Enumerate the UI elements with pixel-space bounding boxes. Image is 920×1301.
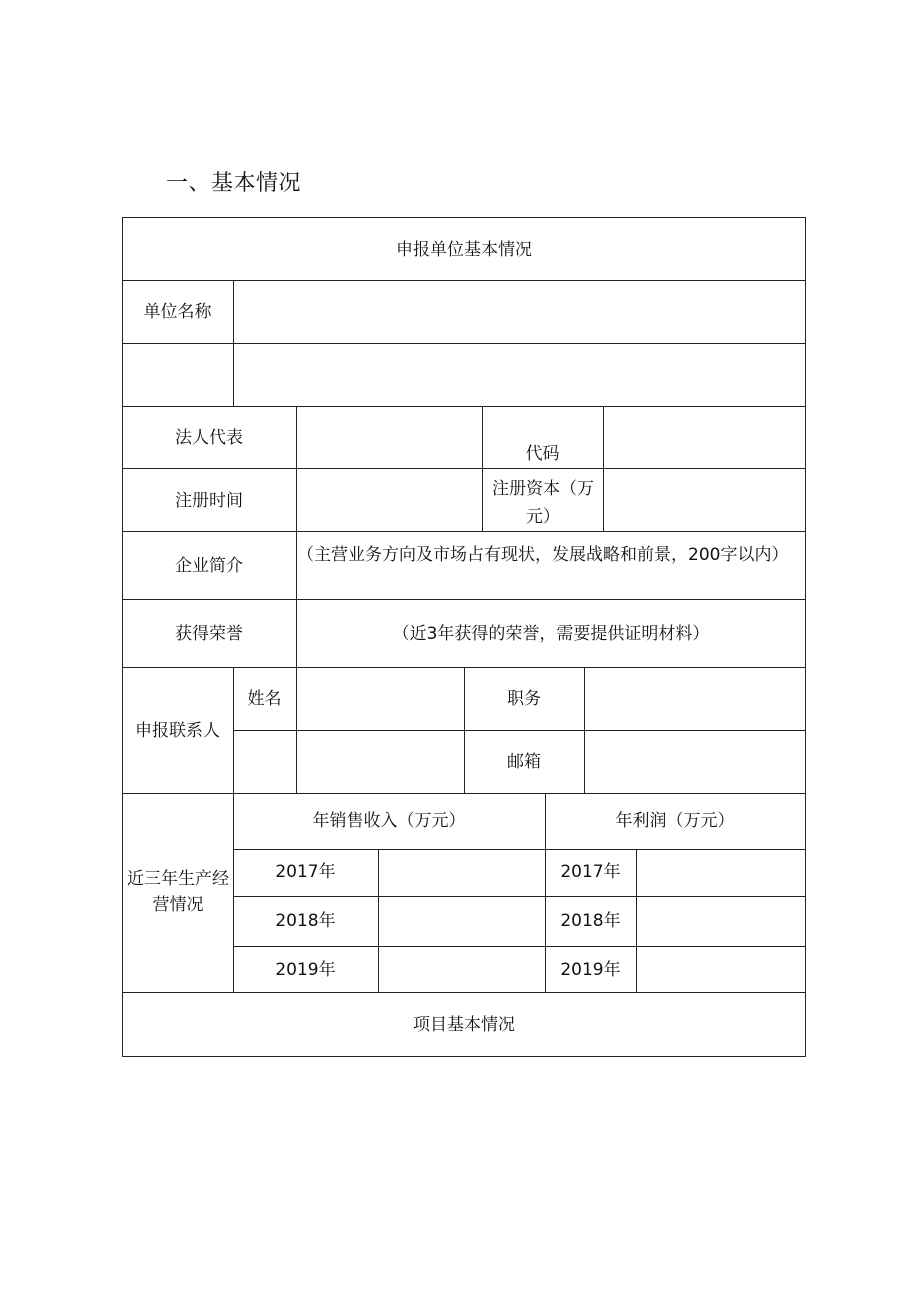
profit-header: 年利润（万元） — [615, 811, 735, 831]
sales-2017-field[interactable] — [379, 850, 545, 896]
reg-time-field[interactable] — [297, 469, 482, 531]
profit-2019-field[interactable] — [637, 947, 805, 992]
email-label: 邮箱 — [507, 752, 541, 772]
profit-2018-field[interactable] — [637, 897, 805, 946]
legal-rep-label: 法人代表 — [175, 428, 243, 448]
intro-field[interactable]: （主营业务方向及市场占有现状，发展战略和前景，200字以内） — [297, 545, 789, 565]
table-rule — [122, 793, 806, 794]
email-field[interactable] — [585, 731, 805, 793]
sales-2019-field[interactable] — [379, 947, 545, 992]
profit-year-2018: 2018年 — [560, 911, 621, 931]
unit-name-field[interactable] — [234, 281, 805, 343]
intro-label: 企业简介 — [175, 556, 243, 576]
sales-header: 年销售收入（万元） — [312, 811, 466, 831]
position-field[interactable] — [585, 668, 805, 730]
legal-rep-field[interactable] — [297, 407, 482, 468]
project-title: 项目基本情况 — [413, 1015, 515, 1035]
reg-capital-label: 注册资本（万元） — [492, 479, 594, 527]
table-rule — [122, 531, 806, 532]
profit-year-2019: 2019年 — [560, 960, 621, 980]
sales-year-2017: 2017年 — [275, 862, 336, 882]
profit-year-2017: 2017年 — [560, 862, 621, 882]
form-title: 申报单位基本情况 — [396, 240, 532, 260]
unit-name-label: 单位名称 — [143, 302, 212, 322]
name-field[interactable] — [297, 668, 464, 730]
table-rule — [122, 599, 806, 600]
code-label: 代码 — [525, 444, 560, 464]
table-rule — [122, 217, 806, 218]
honors-field[interactable]: （近3年获得的荣誉，需要提供证明材料） — [392, 624, 710, 644]
sales-year-2018: 2018年 — [275, 911, 336, 931]
unit-extra-field[interactable] — [234, 344, 805, 406]
honors-label: 获得荣誉 — [175, 624, 243, 644]
contact-label: 申报联系人 — [135, 721, 220, 741]
reg-time-label: 注册时间 — [175, 491, 243, 511]
table-rule — [805, 217, 806, 1057]
sales-2018-field[interactable] — [379, 897, 545, 946]
profit-2017-field[interactable] — [637, 850, 805, 896]
table-rule — [122, 992, 806, 993]
section-heading: 一、基本情况 — [166, 171, 302, 196]
code-field[interactable] — [604, 407, 805, 468]
name-label: 姓名 — [247, 689, 282, 709]
position-label: 职务 — [507, 689, 541, 709]
table-rule — [122, 1056, 806, 1057]
contact-extra-field[interactable] — [297, 731, 464, 793]
production-label: 近三年生产经营情况 — [127, 869, 229, 915]
reg-capital-field[interactable] — [604, 469, 805, 531]
sales-year-2019: 2019年 — [275, 960, 336, 980]
